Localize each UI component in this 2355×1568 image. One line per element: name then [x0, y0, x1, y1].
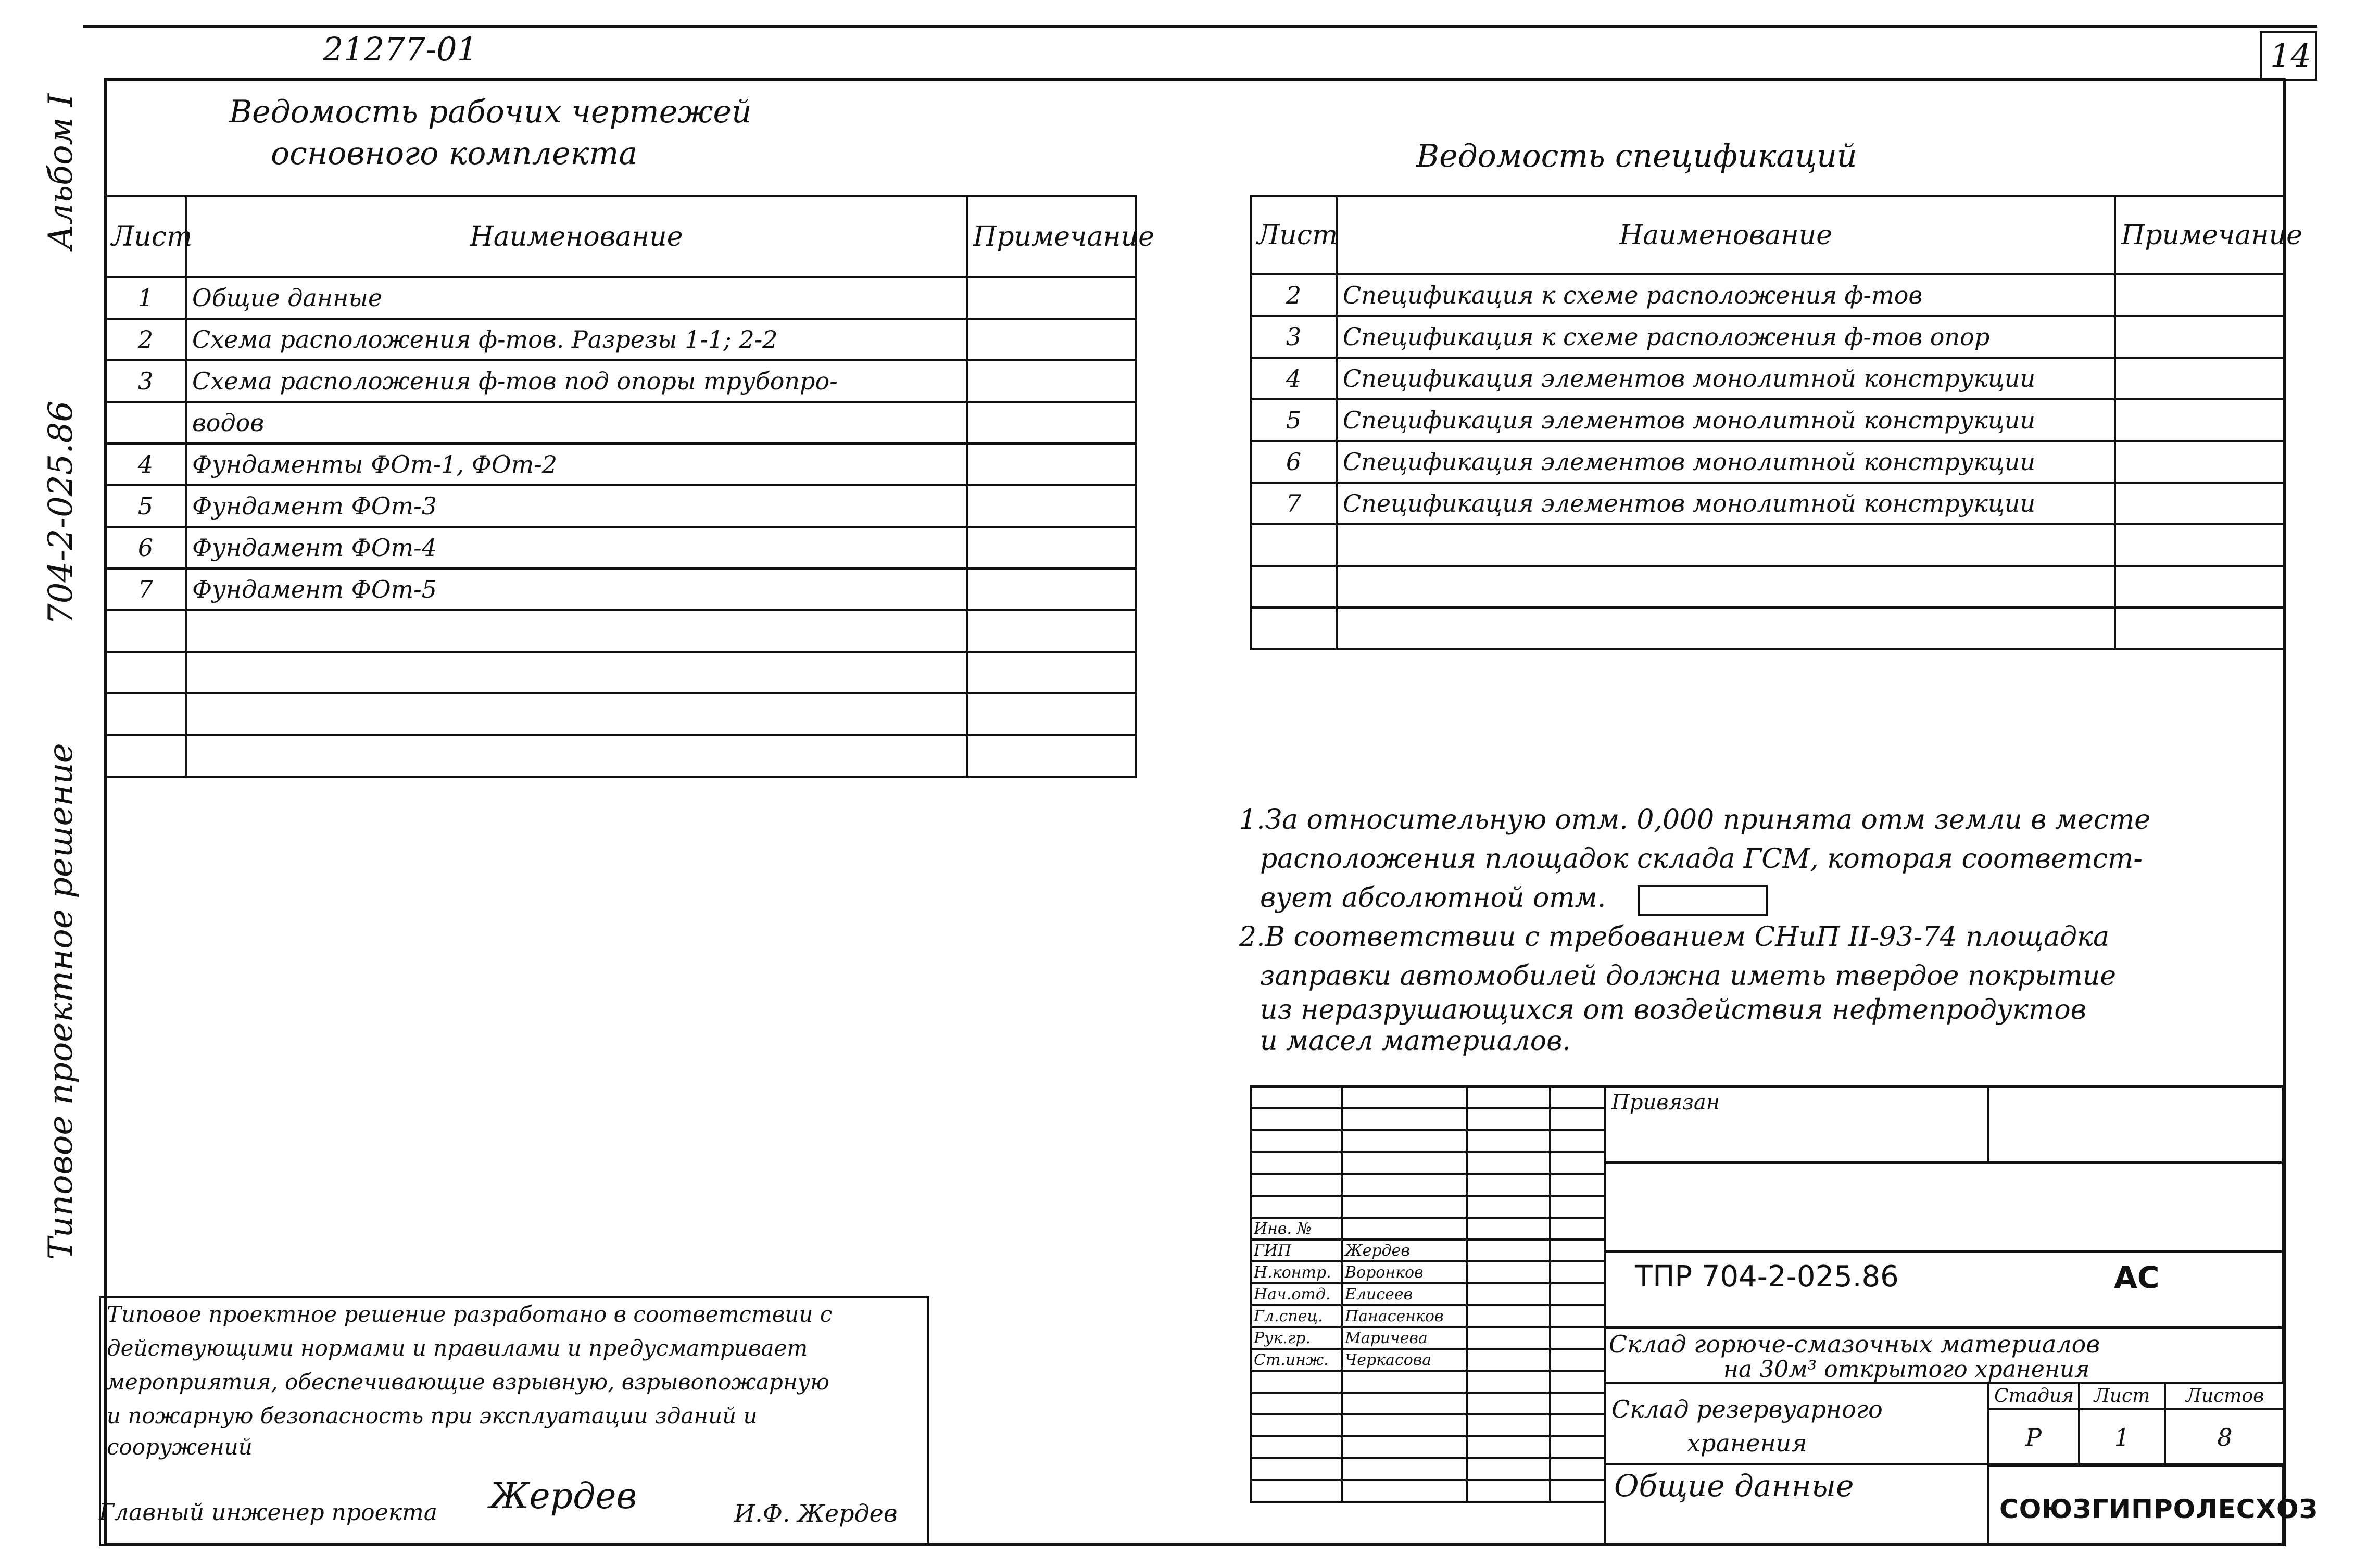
role-label: Гл.спец.	[1251, 1305, 1342, 1327]
col-note: Примечание	[967, 196, 1136, 277]
privyazan-label: Привязан	[1611, 1091, 1720, 1115]
sheets-label: Листов	[2165, 1383, 2285, 1409]
document-mark: АС	[2114, 1260, 2160, 1295]
row-sheet	[1251, 566, 1337, 608]
row-sheet: 5	[1251, 399, 1337, 441]
note-1-line-3: вует абсолютной отм.	[1260, 882, 1606, 914]
row-sheet	[105, 652, 186, 693]
row-sheet	[105, 610, 186, 652]
project-title-2: на 30м³ открытого хранения	[1723, 1356, 2090, 1383]
row-sheet	[1251, 608, 1337, 649]
row-name	[1337, 566, 2115, 608]
row-name	[1337, 524, 2115, 566]
row-name: Спецификация элементов монолитной конструкции	[1337, 483, 2115, 524]
role-label: ГИП	[1251, 1240, 1342, 1261]
statement-line-5: сооружений	[107, 1434, 253, 1460]
project-code-vertical: 704-2-025.86	[42, 400, 80, 625]
col-name: Наименование	[186, 196, 967, 277]
sheet-label: Лист	[2079, 1383, 2165, 1409]
inv-no-label: Инв. №	[1251, 1218, 1342, 1240]
elevation-blank-box	[1638, 885, 1768, 916]
row-name: Фундамент ФОт-3	[186, 485, 967, 527]
role-person: Елисеев	[1342, 1283, 1467, 1305]
row-sheet	[105, 735, 186, 777]
note-1-line-1: 1.За относительную отм. 0,000 принята отм земли в месте	[1239, 804, 2151, 836]
sheet-title: Общие данные	[1614, 1468, 1854, 1503]
spec-title: Ведомость спецификаций	[1416, 138, 1857, 174]
role-person: Воронков	[1342, 1261, 1467, 1283]
row-sheet: 3	[105, 360, 186, 402]
sheets-value: 8	[2165, 1409, 2285, 1466]
organization: СОЮЗГИПРОЛЕСХОЗ	[1999, 1494, 2319, 1524]
project-type-vertical: Типовое проектное решение	[42, 743, 80, 1260]
row-name: Фундаменты ФОт-1, ФОт-2	[186, 444, 967, 485]
row-name: Общие данные	[186, 277, 967, 319]
row-name: Спецификация к схеме расположения ф-тов	[1337, 274, 2115, 316]
note-1-line-2: расположения площадок склада ГСМ, которая соответст-	[1260, 843, 2143, 875]
drawings-title-2: основного комплекта	[271, 135, 638, 172]
object-line-2: хранения	[1687, 1429, 1807, 1457]
row-sheet: 6	[1251, 441, 1337, 483]
row-name	[186, 652, 967, 693]
drawings-title-1: Ведомость рабочих чертежей	[229, 94, 752, 130]
album-label: Альбом I	[42, 93, 80, 250]
statement-line-4: и пожарную безопасность при эксплуатации зданий и	[107, 1403, 758, 1428]
sheet-value: 1	[2079, 1409, 2165, 1466]
row-sheet: 1	[105, 277, 186, 319]
row-name: Фундамент ФОт-4	[186, 527, 967, 568]
row-name: Схема расположения ф-тов. Разрезы 1-1; 2-2	[186, 319, 967, 360]
row-sheet: 2	[1251, 274, 1337, 316]
stage-value: Р	[1988, 1409, 2079, 1466]
spec-table	[1250, 195, 2302, 650]
row-name: Схема расположения ф-тов под опоры трубопро-	[186, 360, 967, 402]
statement-line-1: Типовое проектное решение разработано в соответствии с	[107, 1301, 833, 1327]
statement-line-2: действующими нормами и правилами и предусматривает	[107, 1335, 808, 1361]
row-name	[186, 693, 967, 735]
row-sheet: 2	[105, 319, 186, 360]
col-note: Примечание	[2115, 196, 2284, 274]
chief-engineer-label: Главный инженер проекта	[99, 1499, 437, 1526]
doc-number: 21277-01	[323, 30, 478, 68]
row-name: Фундамент ФОт-5	[186, 568, 967, 610]
row-name: Спецификация к схеме расположения ф-тов опор	[1337, 316, 2115, 358]
chief-signature: Жердев	[489, 1476, 637, 1517]
role-label: Рук.гр.	[1251, 1327, 1342, 1349]
row-sheet: 3	[1251, 316, 1337, 358]
note-2-line-1: 2.В соответствии с требованием СНиП II-93-74 площадка	[1239, 921, 2110, 953]
role-label: Ст.инж.	[1251, 1349, 1342, 1371]
page-number: 14	[2270, 36, 2311, 74]
top-rule	[83, 25, 2317, 28]
note-2-line-3: из неразрушающихся от воздействия нефтепродуктов	[1260, 994, 2086, 1026]
project-title-1: Склад горюче-смазочных материалов	[1609, 1330, 2100, 1358]
role-label: Н.контр.	[1251, 1261, 1342, 1283]
row-name: Спецификация элементов монолитной конструкции	[1337, 399, 2115, 441]
col-sheet: Лист	[1251, 196, 1337, 274]
row-sheet: 7	[105, 568, 186, 610]
row-name: Спецификация элементов монолитной конструкции	[1337, 441, 2115, 483]
chief-name: И.Ф. Жердев	[734, 1499, 898, 1527]
row-name: Спецификация элементов монолитной конструкции	[1337, 358, 2115, 399]
col-sheet: Лист	[105, 196, 186, 277]
role-label: Нач.отд.	[1251, 1283, 1342, 1305]
note-2-line-4: и масел материалов.	[1260, 1026, 1571, 1057]
role-person: Панасенков	[1342, 1305, 1467, 1327]
object-line-1: Склад резервуарного	[1611, 1395, 1883, 1423]
col-name: Наименование	[1337, 196, 2115, 274]
row-sheet: 4	[1251, 358, 1337, 399]
row-sheet: 6	[105, 527, 186, 568]
row-sheet	[105, 693, 186, 735]
role-person: Жердев	[1342, 1240, 1467, 1261]
role-person: Черкасова	[1342, 1349, 1467, 1371]
row-sheet: 7	[1251, 483, 1337, 524]
row-sheet: 4	[105, 444, 186, 485]
stage-table	[1987, 1382, 2286, 1467]
blank-box	[1604, 1161, 2284, 1253]
frame-top	[104, 78, 2286, 81]
row-name	[1337, 608, 2115, 649]
project-code: ТПР 704-2-025.86	[1635, 1260, 1899, 1294]
privyazan-extra	[1987, 1085, 2284, 1164]
row-sheet	[105, 402, 186, 444]
row-name	[186, 735, 967, 777]
note-2-line-2: заправки автомобилей должна иметь твердое покрытие	[1260, 960, 2116, 992]
row-sheet: 5	[105, 485, 186, 527]
approval-stamp	[1250, 1085, 1606, 1503]
row-name: водов	[186, 402, 967, 444]
statement-line-3: мероприятия, обеспечивающие взрывную, взрывопожарную	[107, 1369, 829, 1395]
row-sheet	[1251, 524, 1337, 566]
stage-label: Стадия	[1988, 1383, 2079, 1409]
role-person: Маричева	[1342, 1327, 1467, 1349]
drawings-table	[104, 195, 1154, 778]
row-name	[186, 610, 967, 652]
